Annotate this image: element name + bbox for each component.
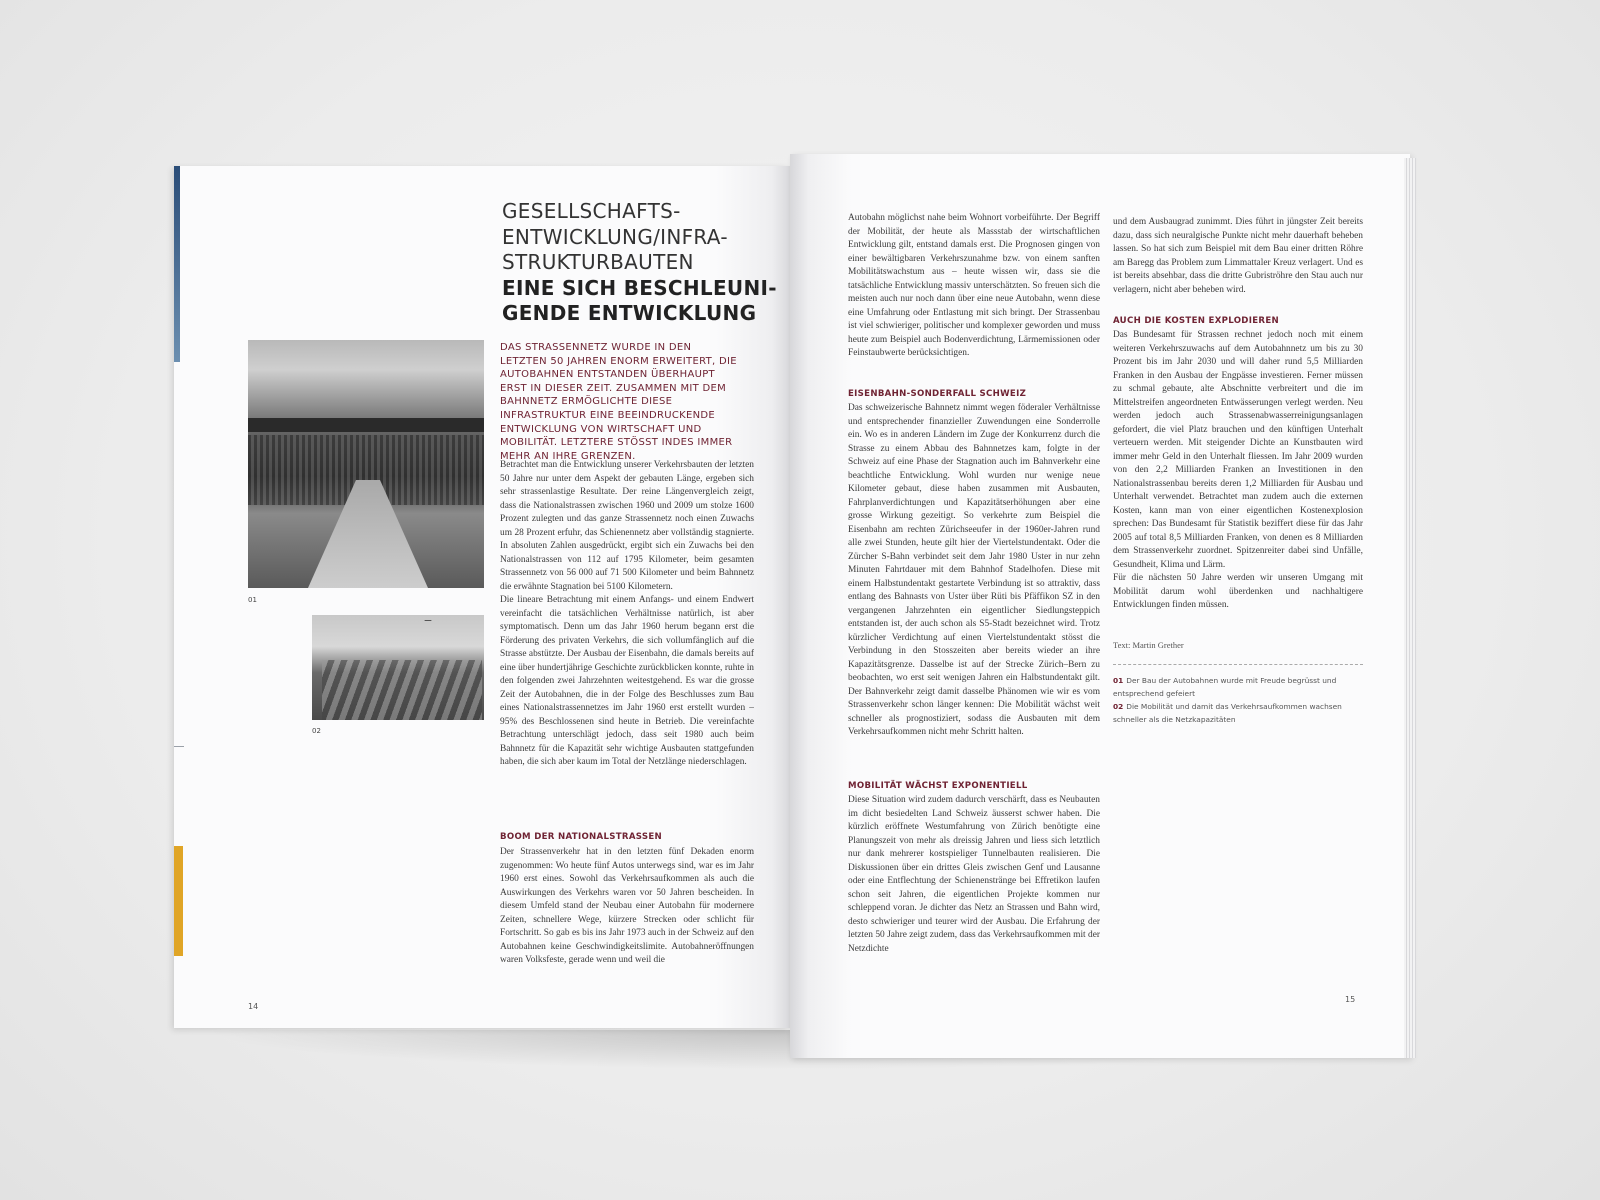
- title-line: ENTWICKLUNG/INFRA-: [502, 224, 728, 249]
- caption-item: [1113, 701, 1363, 726]
- title-bold-line: EINE SICH BESCHLEUNI-: [502, 275, 777, 300]
- caption-number: 02: [1113, 702, 1124, 711]
- body-column-eisenbahn: [848, 402, 1100, 740]
- page-number-left: 14: [248, 1002, 259, 1011]
- body-column-boom: [500, 846, 754, 968]
- body-column-left: [500, 459, 754, 770]
- caption-text: Der Bau der Autobahnen wurde mit Freude begrüsst und entsprechend gefeiert: [1113, 676, 1337, 698]
- body-paragraph: und dem Ausbaugrad zunimmt. Dies führt in jüngster Zeit bereits dazu, dass sich neuralgische Punkte nicht mehr dauerhaft beheben lassen. So hat sich zum Beispiel mit dem Bau einer dritten Röhre am Baregg das Problem zum Limmattaler Kreuz verlagert. Und es ist bereits absehbar, dass die dritte Gubriströhre den Stau auch nur verlagern, nicht aber beheben wird.: [1113, 217, 1363, 295]
- title-line: STRUKTURBAUTEN: [502, 250, 694, 274]
- body-paragraph: Diese Situation wird zudem dadurch verschärft, dass es Neubauten im dicht besiedelten Land Schweiz äusserst schwer haben. Die kürzlich eröffnete Westumfahrung von Zürich benötigte eine Planungszeit von mehr als dreissig Jahren und liess sich letztlich nur dank mehrerer kostspieliger Tunnelbauten realisieren. Die Diskussionen über ein drittes Gleis zwischen Genf und Lausanne oder eine Entflechtung der Schienenstränge bei Effretikon laufen schon seit Jahren, die eigentlichen Projekte kommen nur schleppend voran. Je dichter das Netz an Strassen und Bahn wird, desto schwieriger und teurer wird der Ausbau. Die Erfahrung der letzten 50 Jahre zeigt zudem, dass das Verkehrsaufkommen mit der Netzdichte: [848, 795, 1100, 954]
- section-title: [502, 199, 802, 327]
- cover-edge-blue: [174, 166, 180, 362]
- body-paragraph: Das Bundesamt für Strassen rechnet jedoch noch mit einem weiteren Verkehrszuwachs auf dem Autobahnnetz um bis zu 30 Prozent bis im Jahr 2030 und will daher rund 5,5 Milliarden Franken in den Ausbau der Engpässe investieren. Ferner müssen zu schmal gebaute, alte Abschnitte verbreitert und die im Mittelstreifen angeordneten Entwässerungen verlegt werden. Neu werden jedoch auch Strassenabwasserreinigungsanlagen gefordert, die viel Platz brauchen und den künftigen Unterhalt verteuern werden. Mit steigender Dichte an Kunstbauten wird immer mehr Geld in den Unterhalt fliessen. Im Jahr 2009 wurden von den 2,2 Milliarden Franken an Investitionen in den Nationalstrassenbau bereits deren 1,2 Milliarden für Ausbau und Unterhalt verwendet. Betrachtet man zudem auch die externen Kosten, kann man von einer eigentlichen Kostenexplosion sprechen: Das Bundesamt für Statistik beziffert diese für das Jahr 2005 auf total 8,5 Milliarden Franken, von denen es 8 Milliarden dem Strassenverkehr zuordnet. Spitzenreiter dabei sind Unfälle, Gesundheit, Klima und Lärm.: [1113, 330, 1363, 570]
- caption-divider: [1113, 664, 1363, 665]
- subhead-kosten: AUCH DIE KOSTEN EXPLODIEREN: [1113, 316, 1279, 326]
- author-credit: Text: Martin Grether: [1113, 640, 1184, 650]
- figure-number: 02: [312, 727, 321, 735]
- photo-lanes: [322, 660, 482, 720]
- body-column-right-2: [1113, 216, 1363, 297]
- photo-traffic-jam: [312, 615, 484, 720]
- body-column-mobilitaet: [848, 794, 1100, 956]
- caption-text: Die Mobilität und damit das Verkehrsaufkommen wachsen schneller als die Netzkapazitäten: [1113, 702, 1342, 724]
- cover-edge-line: [174, 746, 184, 747]
- title-bold-line: GENDE ENTWICKLUNG: [502, 301, 757, 325]
- body-paragraph: Betrachtet man die Entwicklung unserer Verkehrsbauten der letzten 50 Jahre nur unter dem Aspekt der gebauten Länge, ergeben sich sehr strassenlastige Resultate. Der reine Längenvergleich zeigt, dass die Nationalstrassen zwischen 1960 und 2009 um stolze 1600 Prozent zulegten und das ganze Strassennetz noch einen Zuwachs um 28 Prozent erfuhr, das Schienennetz aber vollständig stagnierte. In absoluten Zahlen ausgedrückt, ergibt sich ein Zuwachs bei den Nationalstrassen von 112 auf 1795 Kilometer, beim gesamten Strassennetz von 56 000 auf 71 500 Kilometer und beim Bahnnetz die erwähnte Stagnation bei 5100 Kilometern.: [500, 460, 754, 592]
- cover-edge-yellow: [174, 846, 183, 956]
- subhead-mobilitaet: MOBILITÄT WÄCHST EXPONENTIELL: [848, 781, 1028, 791]
- subhead-eisenbahn: EISENBAHN-SONDERFALL SCHWEIZ: [848, 389, 1027, 399]
- body-paragraph: Für die nächsten 50 Jahre werden wir unseren Umgang mit Mobilität darum wohl überdenken und nachhaltigere Entwicklungen finden müssen.: [1113, 573, 1363, 610]
- title-line: GESELLSCHAFTS-: [502, 199, 681, 223]
- photo-bridge: [248, 418, 484, 432]
- body-column-kosten: [1113, 329, 1363, 613]
- figure-number: 01: [248, 596, 257, 604]
- body-paragraph: Autobahn möglichst nahe beim Wohnort vorbeiführte. Der Begriff der Mobilität, der heute als Massstab der wirtschaftlichen Entwicklung gilt, entstand damals erst. Die Prognosen gingen von einer bewältigbaren Verkehrszunahme bzw. von einem sanften Mobilitätswachstum aus – heute wissen wir, dass sie die tatsächliche Entwicklung massiv unterschätzten. So freuen sich die meisten auch nur noch dann über eine neue Autobahn, wenn diese eine Umfahrung oder Entlastung mit sich bringt. Der Strassenbau ist viel schwieriger, politischer und komplexer geworden und muss heute zum Beispiel auch Bodenverdichtung, Lärmemissionen oder Feinstaubwerte berücksichtigen.: [848, 213, 1100, 358]
- body-column-right-1: [848, 212, 1100, 361]
- page-edges: [1404, 158, 1416, 1058]
- subhead-boom: BOOM DER NATIONALSTRASSEN: [500, 832, 663, 842]
- caption-number: 01: [1113, 676, 1124, 685]
- caption-item: [1113, 675, 1363, 700]
- body-paragraph: Das schweizerische Bahnnetz nimmt wegen föderaler Verhältnisse und entsprechender finanzieller Zuwendungen eine Sonderrolle ein. Wo es in anderen Ländern im Zuge der Konkurrenz durch die Strasse zu einem Abbau des Bahnnetzes kam, folgte in der Schweiz auf eine Phase der Stagnation auch im Bahnverkehr eine beachtliche Entwicklung. Wohl wurden nur wenige neue Kilometer gebaut, diese haben zusammen mit Ausbauten, Fahrplanverdichtungen und Kapazitätserhöhungen aber eine grosse Wirkung gezeitigt. So verkehrte zum Beispiel die Eisenbahn am rechten Zürichseeufer in der 1960er-Jahren rund alle zwei Stunden, heute gilt hier der Viertelstundentakt. Oder die Zürcher S-Bahn verbindet seit dem Jahr 1980 Uster in nur zehn Minuten Fahrtdauer mit dem Bahnhof Stadelhofen. Diese mit einem Halbstundentakt gestartete Verbindung ist so attraktiv, dass entlang des Bahnasts von Uster über Rüti bis Pfäffikon SZ in den vergangenen Jahrzehnten ein eigentlicher Siedlungsteppich entstanden ist, der auch schon als S5-Stadt bezeichnet wird. Trotz kürzlicher Verdichtung auf einen Viertelstundentakt stösst die Verbindung in den Stosszeiten aber bereits wieder an ihre Kapazitätsgrenze. Dasselbe ist auf der Strecke Zürich–Bern zu beobachten, wo erst seit wenigen Jahren ein Halbstundentakt gilt. Der Bahnverkehr zeigt damit dasselbe Phänomen wie wir es vom Strassenverkehr schon länger kennen: Die Mobilität wächst weit schneller als prognostiziert, sodass die Ausbauten mit dem Verkehrsaufkommen nicht mehr Schritt halten.: [848, 403, 1100, 737]
- photo-autobahn-opening: [248, 340, 484, 588]
- body-paragraph: Die lineare Betrachtung mit einem Anfangs- und einem Endwert vereinfacht die tatsächlichen Verhältnisse natürlich, ist aber symptomatisch. Denn um das Jahr 1960 herum begann erst die Förderung des privaten Verkehrs, die sich vollumfänglich auf die Strasse abstützte. Der Ausbau der Eisenbahn, die damals bereits auf eine über hundertjährige Geschichte zurückblicken konnte, ruhte in den folgenden zwei Jahrzehnten weitestgehend. Es war die grosse Zeit der Autobahnen, die in der Folge des Beschlusses zum Bau eines Nationalstrassennetzes im Jahr 1960 erst erstellt wurden – 95% des Beschlossenen sind heute in Betrieb. Die vereinfachte Betrachtung unterschlägt jedoch, dass seit 1980 auch beim Bahnnetz für die Kapazität sehr wichtige Ausbauten stattgefunden haben, die sich aber kaum im Total der Netzlänge niederschlagen.: [500, 595, 754, 767]
- lead-paragraph: DAS STRASSENNETZ WURDE IN DEN LETZTEN 50 JAHREN ENORM ERWEITERT, DIE AUTOBAHNEN ENTSTANDEN ÜBERHAUPT ERST IN DIESER ZEIT. ZUSAMMEN MIT DEM BAHNNETZ ERMÖGLICHTE DIESE INFRASTRUKTUR EINE BEEINDRUCKENDE ENTWICKLUNG VON WIRTSCHAFT UND MOBILITÄT. LETZTERE STÖSST INDES IMMER MEHR AN IHRE GRENZEN.: [500, 342, 737, 462]
- body-paragraph: Der Strassenverkehr hat in den letzten fünf Dekaden enorm zugenommen: Wo heute fünf Autos unterwegs sind, war es im Jahr 1960 erst eines. Sowohl das Verkehrsaufkommen als auch die Auswirkungen des Verkehrs waren vor 50 Jahren bescheiden. In diesem Umfeld stand der Neubau einer Autobahn für modernere Zeiten, schnellere Wege, kürzere Strecken oder schlicht für Fortschritt. So gab es bis ins Jahr 1973 auch in der Schweiz auf den Autobahnen keine Geschwindigkeitslimite. Autobahneröffnungen waren Volksfeste, gerade wenn und weil die: [500, 847, 754, 965]
- page-number-right: 15: [1345, 995, 1356, 1004]
